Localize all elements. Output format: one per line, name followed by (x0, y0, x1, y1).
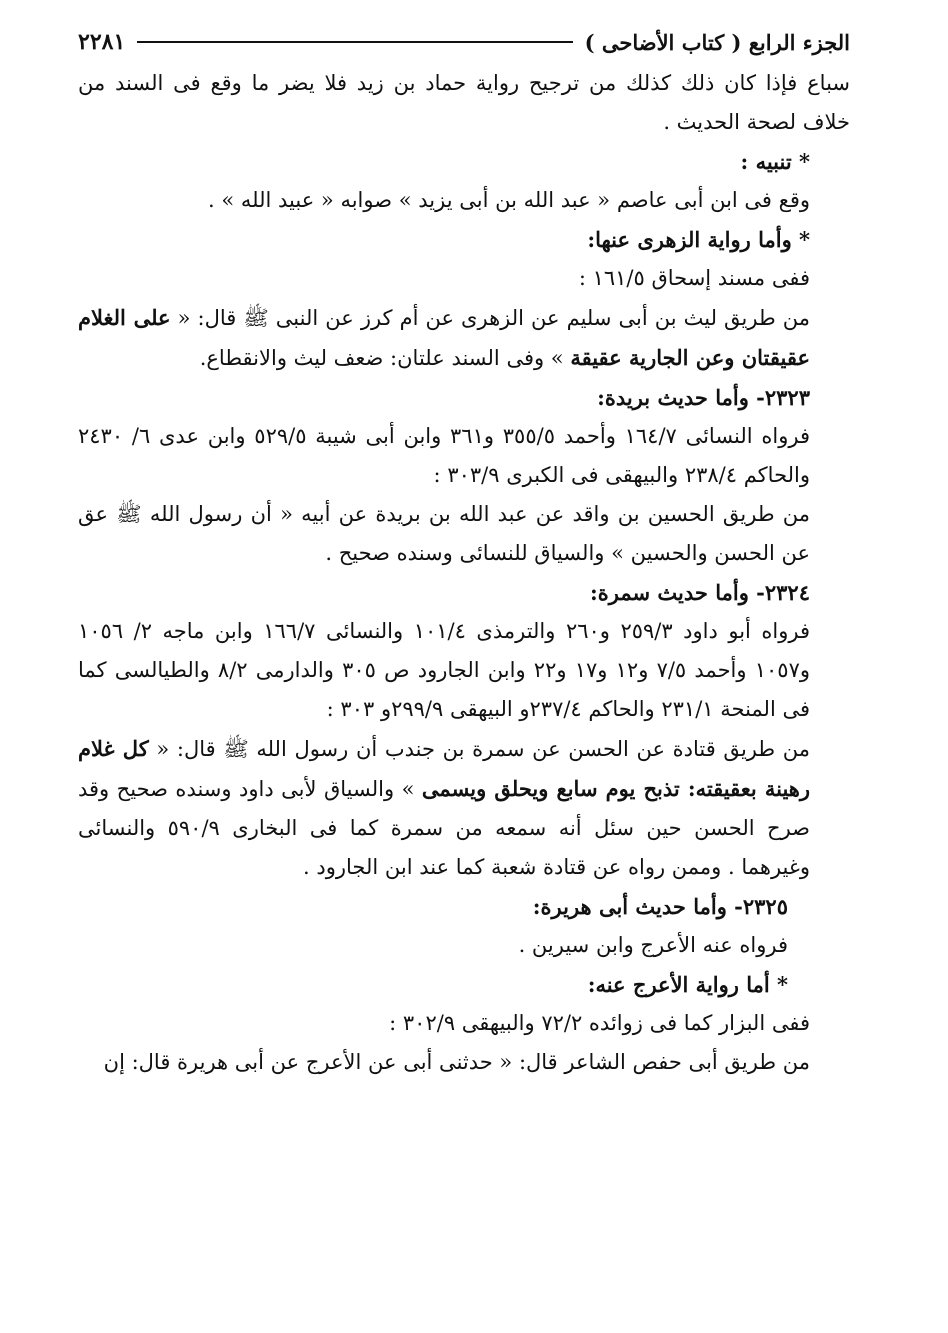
paragraph-2325: فرواه عنه الأعرج وابن سيرين . (518, 933, 788, 957)
running-title: الجزء الرابع ( كتاب الأضاحى ) (584, 29, 850, 55)
paragraph-ishaq: ففى مسند إسحاق ١٦١/٥ : (578, 266, 810, 290)
layth-text-a: من طريق ليث بن أبى سليم عن الزهرى عن أم كرز عن النبى ﷺ قال: « (170, 306, 810, 330)
page (78, 20, 850, 1313)
page-header (78, 20, 850, 64)
paragraph-2323-sources: فرواه النسائى ١٦٤/٧ وأحمد ٣٥٥/٥ و٣٦١ وابن أبى شيبة ٥٢٩/٥ وابن عدى ٦/ ٢٤٣٠ والحاكم ٢٣٨/٤ والبيهقى فى الكبرى ٣٠٣/٩ : (78, 424, 810, 487)
paragraph-intro: سباع فإذا كان ذلك كذلك من ترجيح رواية حماد بن زيد فلا يضر ما وقع فى السند من خلاف لصحة الحديث . (78, 71, 850, 134)
heading-zuhri: * وأما رواية الزهرى عنها: (587, 227, 810, 252)
heading-2325: ٢٣٢٥- وأما حديث أبى هريرة: (532, 894, 788, 919)
samura-text-a: من طريق قتادة عن الحسن عن سمرة بن جندب أن رسول الله ﷺ قال: « (148, 737, 810, 761)
paragraph-last: من طريق أبى حفص الشاعر قال: « حدثنى أبى عن الأعرج عن أبى هريرة قال: إن (103, 1050, 810, 1074)
paragraph-layth (78, 298, 850, 378)
heading-tanbih: * تنبيه : (740, 149, 810, 174)
heading-araj: * أما رواية الأعرج عنه: (587, 972, 788, 997)
samura-hadith-text: كل غلام رهينة بعقيقته: تذبح يوم سابع ويحلق ويسمى (78, 736, 811, 801)
heading-2323: ٢٣٢٣- وأما حديث بريدة: (597, 385, 810, 410)
paragraph-bazzar: ففى البزار كما فى زوائده ٧٢/٢ والبيهقى ٣٠٢/٩ : (389, 1011, 810, 1035)
paragraph-tanbih: وقع فى ابن أبى عاصم « عبد الله بن أبى يزيد » صوابه « عبيد الله » . (208, 188, 810, 212)
paragraph-2324-chain (78, 729, 850, 887)
heading-2324: ٢٣٢٤- وأما حديث سمرة: (590, 580, 810, 605)
paragraph-2323-chain: من طريق الحسين بن واقد عن عبد الله بن بريدة عن أبيه « أن رسول الله ﷺ عق عن الحسن والحسين » والسياق للنسائى وسنده صحيح . (78, 502, 810, 565)
header-rule (137, 41, 572, 43)
samura-text-c: » والسياق لأبى داود وسنده صحيح وقد صرح الحسن حين سئل أنه سمعه من سمرة كما فى البخارى ٥٩٠/٩ والنسائى وغيرهما . وممن رواه عن قتادة شعبة كما عند ابن الجارود . (78, 777, 810, 879)
paragraph-2324-sources: فرواه أبو داود ٢٥٩/٣ و٢٦٠ والترمذى ١٠١/٤ والنسائى ١٦٦/٧ وابن ماجه ٢/ ١٠٥٦ و١٠٥٧ وأحمد ٧/٥ و١٢ و١٧ و٢٢ وابن الجارود ص ٣٠٥ والدارمى ٨/٢ والطيالسى كما فى المنحة ٢٣١/١ والحاكم ٢٣٧/٤و البيهقى ٢٩٩/٩و ٣٠٣ : (78, 619, 811, 721)
layth-hadith-text: على الغلام عقيقتان وعن الجارية عقيقة (78, 305, 810, 370)
page-body (78, 64, 850, 1082)
layth-text-c: » وفى السند علتان: ضعف ليث والانقطاع. (199, 346, 571, 370)
page-number: ٢٢٨١ (78, 29, 126, 55)
